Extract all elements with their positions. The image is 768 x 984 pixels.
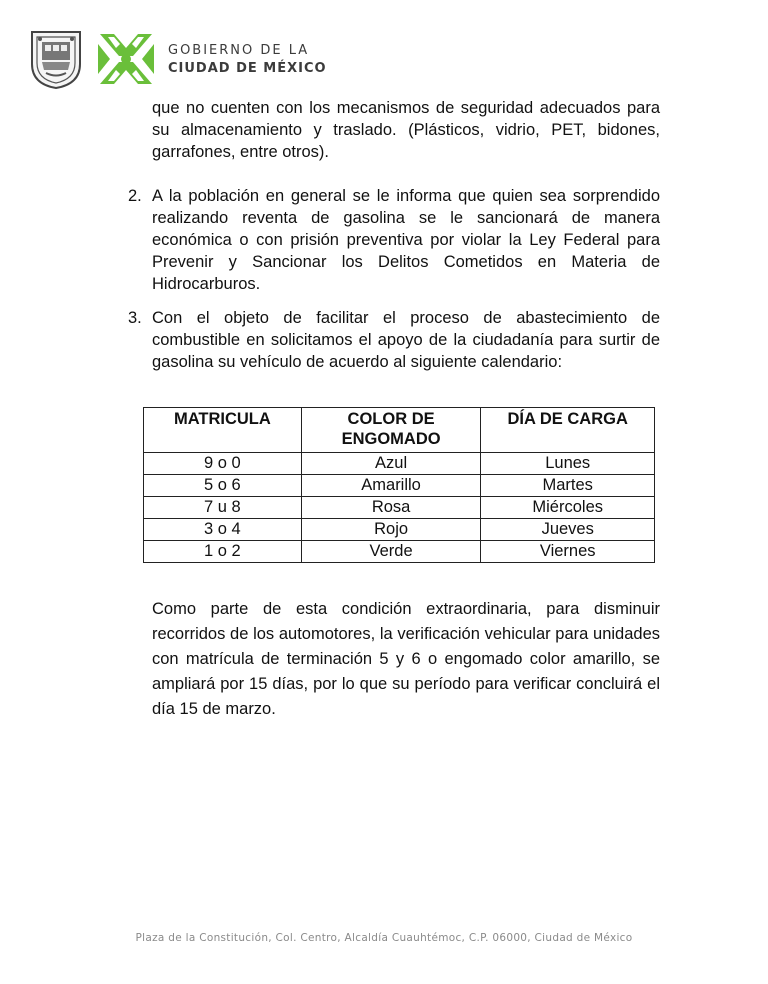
list-item-2 — [128, 185, 660, 295]
cell-dia: Jueves — [481, 519, 655, 541]
cell-matricula: 5 o 6 — [144, 475, 302, 497]
cell-dia: Lunes — [481, 453, 655, 475]
cell-color: Azul — [301, 453, 481, 475]
footer-address: Plaza de la Constitución, Col. Centro, Alcaldía Cuauhtémoc, C.P. 06000, Ciudad de México — [135, 932, 633, 944]
cell-color: Rojo — [301, 519, 481, 541]
cell-color: Rosa — [301, 497, 481, 519]
document-header — [28, 26, 328, 92]
cell-dia: Miércoles — [481, 497, 655, 519]
list-item-text: Con el objeto de facilitar el proceso de abastecimiento de combustible en solicitamos el apoyo de la ciudadanía para surtir de gasolina su vehículo de acuerdo al siguiente calendario: — [152, 309, 660, 371]
table-row — [144, 453, 655, 475]
gov-line-1: GOBIERNO DE LA — [168, 43, 310, 58]
table-row — [144, 475, 655, 497]
coat-of-arms-logo — [28, 28, 84, 90]
list-item-number: 3. — [128, 309, 142, 327]
table-row — [144, 519, 655, 541]
cell-matricula: 1 o 2 — [144, 541, 302, 563]
cell-color: Verde — [301, 541, 481, 563]
list-item-number: 2. — [128, 187, 142, 205]
list-item-text: A la población en general se le informa que quien sea sorprendido realizando reventa de gasolina se le sancionará de manera económica o con prisión preventiva por violar la Ley Federal para Prevenir y Sancionar los Delitos Cometidos en Materia de Hidrocarburos. — [152, 187, 660, 293]
closing-paragraph: Como parte de esta condición extraordinaria, para disminuir recorridos de los automotores, la verificación vehicular para unidades con matrícula de terminación 5 y 6 o engomado color amarillo, se ampliará por 15 días, por lo que su período para verificar concluirá el día 15 de marzo. — [152, 600, 660, 718]
cell-dia: Viernes — [481, 541, 655, 563]
header-color-engomado: COLOR DE ENGOMADO — [301, 408, 481, 453]
cell-matricula: 7 u 8 — [144, 497, 302, 519]
table-header-row — [144, 408, 655, 453]
gov-line-2: CIUDAD DE MÉXICO — [168, 61, 327, 76]
header-dia-carga: DÍA DE CARGA — [481, 408, 655, 453]
cell-matricula: 3 o 4 — [144, 519, 302, 541]
cell-color: Amarillo — [301, 475, 481, 497]
list-item-3 — [128, 307, 660, 373]
cell-dia: Martes — [481, 475, 655, 497]
cdmx-logo-icon — [96, 26, 156, 92]
government-name — [168, 42, 327, 78]
continuation-paragraph: que no cuenten con los mecanismos de seguridad adecuados para su almacenamiento y traslado. (Plásticos, vidrio, PET, bidones, garrafones, entre otros). — [152, 99, 660, 161]
fuel-schedule-table — [143, 407, 655, 563]
cell-matricula: 9 o 0 — [144, 453, 302, 475]
header-matricula: MATRICULA — [144, 408, 302, 453]
table-row — [144, 497, 655, 519]
table-row — [144, 541, 655, 563]
